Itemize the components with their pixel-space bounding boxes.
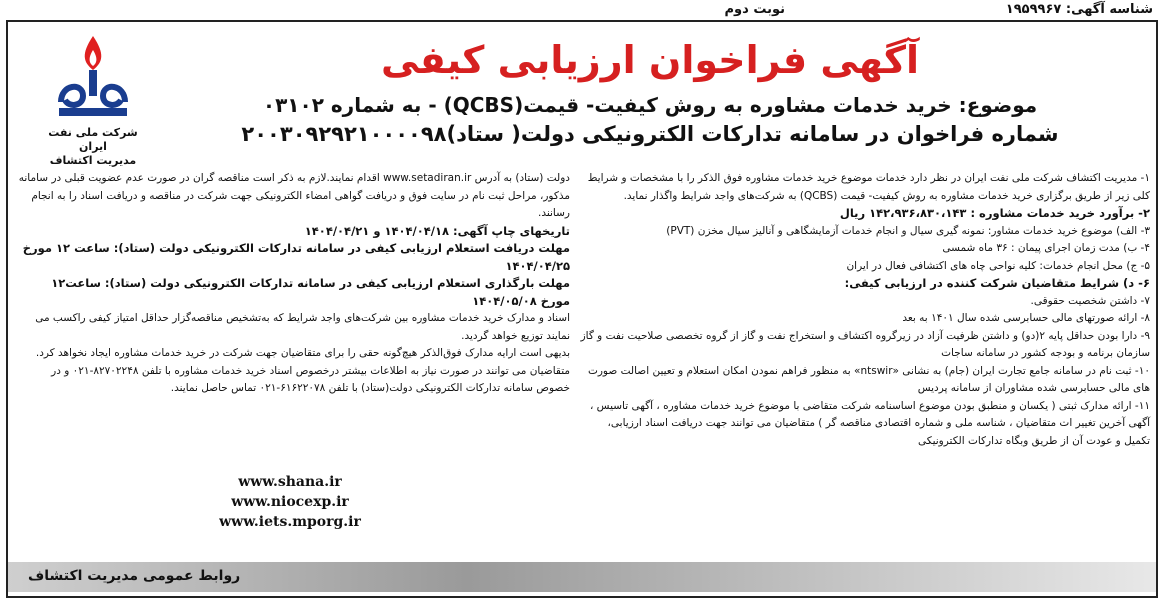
website-list [200,472,380,532]
clause-10: ۱۰- ثبت نام در سامانه جامع تجارت ایران (جام) به نشانی «ntswir» به منظور فراهم نمودن امکان استعلام و تعیین اصالت صورت های مالی حسابرسی شده مشاوران از سامانه پردیس [587,364,1150,394]
upload-deadline: مهلت بارگذاری استعلام ارزیابی کیفی در سامانه تدارکات الکترونیکی دولت (ستاد): ساعت۱۲ مورخ ۱۴۰۴/۰۵/۰۸ [51,276,570,308]
clause-2: ۲- برآورد خرید خدمات مشاوره : ۱۴۲،۹۳۶،۸۳۰،۱۴۳ ریال [839,206,1150,220]
subject-line-1: موضوع: خرید خدمات مشاوره به روش کیفیت- قیمت(QCBS) - به شماره ۰۳۱۰۲ [262,93,1038,117]
publication-turn: نوبت دوم [724,2,785,17]
clause-3: ۳- الف) موضوع خرید خدمات مشاور: نمونه گیری سیال و انجام خدمات آزمایشگاهی و آنالیز سیال مخزن (PVT) [666,224,1150,237]
logo-company-name: شرکت ملی نفت ایران [48,126,138,153]
right-column [580,170,1150,450]
ad-title: آگهی فراخوان ارزیابی کیفی [381,38,919,82]
print-dates: تاریخهای چاپ آگهی: ۱۴۰۴/۰۴/۱۸ و ۱۴۰۴/۰۴/۲۱ [304,223,570,238]
url-niocexp: www.niocexp.ir [231,494,349,510]
footer-bar [8,562,1156,592]
left-para-5: اسناد و مدارک خرید خدمات مشاوره بین شرکت‌های واجد شرایط که به‌تشخیص مناقصه‌گزار حداقل امتیاز کیفی راکسب می نمایند توزیع خواهد گردید. [35,312,570,342]
clause-5: ۵- ج) محل انجام خدمات: کلیه نواحی چاه های اکتشافی فعال در ایران [846,259,1150,272]
footer-text: روابط عمومی مدیریت اکتشاف [28,568,241,584]
ad-id: شناسه آگهی: ۱۹۵۹۹۶۷ [1005,2,1153,17]
clause-1: ۱- مدیریت اکتشاف شرکت ملی نفت ایران در نظر دارد خدمات موضوع خرید خدمات مشاوره فوق الذکر را با مشخصات و شرایط کلی زیر از طریق برگزاری خرید خدمات مشاوره به روش کیفیت- قیمت (QCBS) به شرکت‌های واجد شرایط واگذار نماید. [587,172,1150,202]
clause-6: ۶- د) شرایط متقاضیان شرکت کننده در ارزیابی کیفی: [844,276,1150,290]
url-iets: www.iets.mporg.ir [219,514,361,530]
url-shana: www.shana.ir [238,474,342,490]
clause-8: ۸- ارائه صورتهای مالی حسابرسی شده سال ۱۴۰۱ به بعد [902,312,1150,324]
clause-9: ۹- دارا بودن حداقل پایه ۲(دو) و داشتن ظرفیت آزاد در زیرگروه اکتشاف و استخراج نفت و گاز از گروه تخصصی صلاحیت نفت و گاز سازمان برنامه و بودجه کشور در سامانه ساجات [580,329,1150,359]
subject-line-2: شماره فراخوان در سامانه تدارکات الکترونیکی دولت( ستاد)۲۰۰۳۰۹۲۹۲۱۰۰۰۰۹۸ [241,122,1059,146]
logo-department: مدیریت اکتشاف [49,154,137,167]
clause-11: ۱۱- ارائه مدارک ثبتی ( یکسان و منطبق بودن موضوع اساسنامه شرکت متقاضی با موضوع خرید خدمات مشاوره ، آگهی تاسیس ، آگهی آخرین تغییر ات متقاضیان ، شناسه ملی و شماره اقتصادی مناقصه گر ) متقاضیان می توانند جهت دریافت اسناد ارزیابی، تکمیل و عودت آن از طریق وبگاه تدارکات الکترونیکی [589,399,1150,447]
left-para-6: بدیهی است ارایه مدارک فوق‌الذکر هیچ‌گونه حقی را برای متقاضیان جهت شرکت در خرید خدمات مشاوره ایجاد نخواهد کرد. متقاضیان می توانند در صورت نیاز به اطلاعات بیشتر درخصوص اسناد خرید خدمات مشاوره با تلفن ۸۲۷۰۲۲۴۸-۰۲۱ و در خصوص سامانه تدارکات الکترونیکی دولت(ستاد) با تلفن ۶۱۶۲۲۰۷۸-۰۲۱ تماس حاصل نمایند. [35,347,570,394]
clause-7: ۷- داشتن شخصیت حقوقی. [1030,294,1150,307]
top-bar [0,0,1165,20]
nioc-logo-icon [53,32,133,122]
clause-4: ۴- ب) مدت زمان اجرای پیمان : ۳۶ ماه شمسی [942,242,1150,254]
receive-deadline: مهلت دریافت استعلام ارزیابی کیفی در سامانه تدارکات الکترونیکی دولت (ستاد): ساعت ۱۲ مورخ ۱۴۰۴/۰۴/۲۵ [22,241,570,273]
left-para-1: دولت (ستاد) به آدرس www.setadiran.ir اقدام نمایند.لازم به ذکر است مناقصه گران در صورت عدم عضویت قبلی در سامانه مذکور، مراحل ثبت نام در سایت فوق و دریافت گواهی امضاء الکترونیکی جهت شرکت در مناقصه و دریافت اسناد را به انجام رسانند. [18,172,570,219]
company-logo [48,32,138,167]
left-column [18,170,570,398]
